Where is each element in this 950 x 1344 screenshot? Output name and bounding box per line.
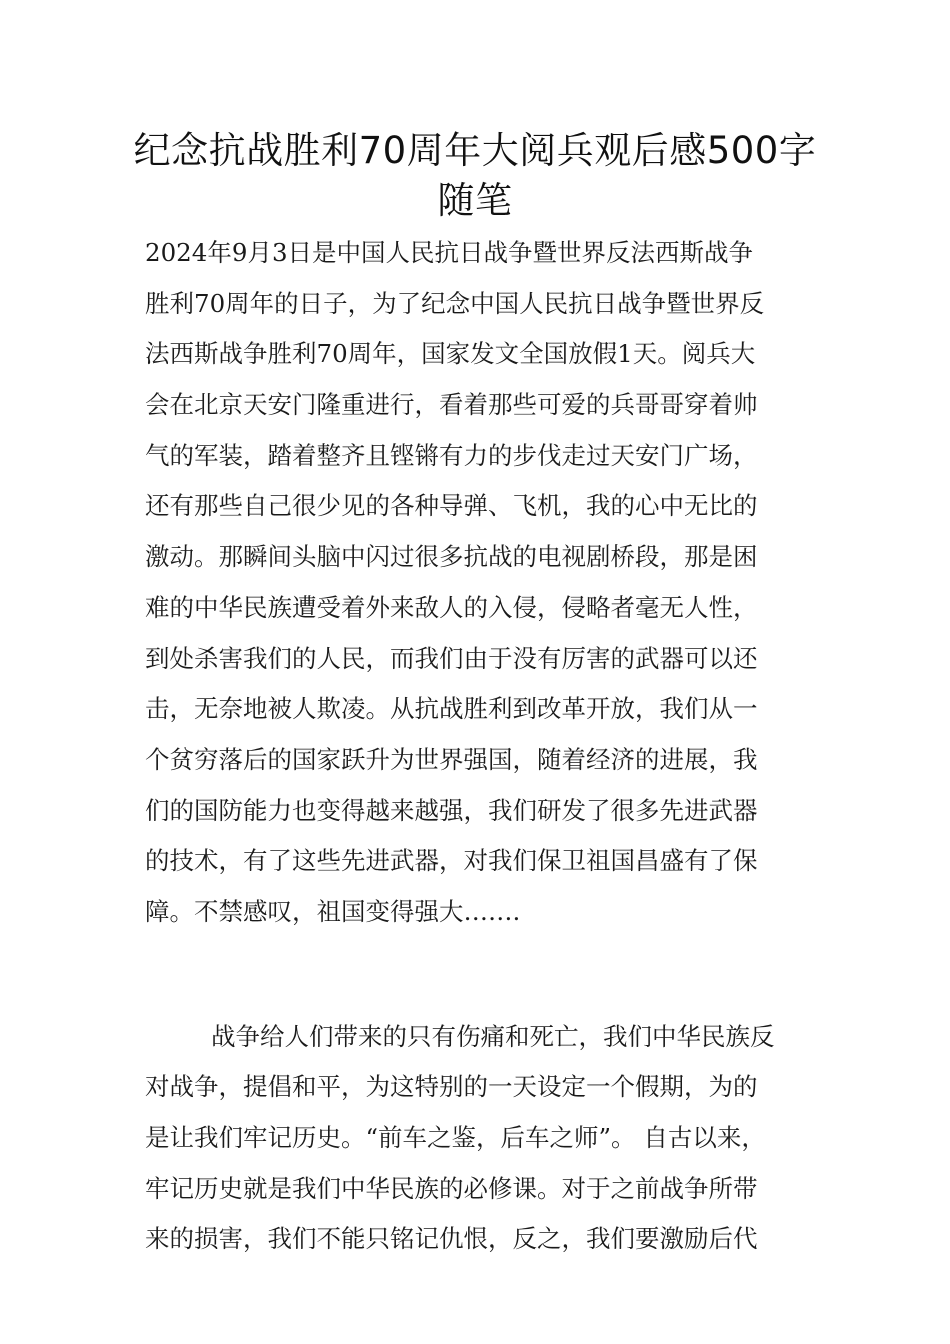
text-line: 个贫穷落后的国家跃升为世界强国，随着经济的进展，我 [145, 744, 758, 774]
text-line: 难的中华民族遭受着外来敌人的入侵，侵略者毫无人性， [145, 592, 758, 622]
text-line: 战争给人们带来的只有伤痛和死亡，我们中华民族反 [211, 1021, 775, 1051]
document-title: 纪念抗战胜利70周年大阅兵观后感500字随笔 [133, 129, 817, 222]
text-line: 对战争，提倡和平，为这特别的一天设定一个假期，为的 [145, 1072, 758, 1102]
text-line: 会在北京天安门隆重进行，看着那些可爱的兵哥哥穿着帅 [145, 390, 758, 420]
paragraph-2 [145, 1022, 805, 1275]
text-line: 们的国防能力也变得越来越强，我们研发了很多先进武器 [145, 795, 758, 825]
text-line: 激动。那瞬间头脑中闪过很多抗战的电视剧桥段，那是困 [145, 542, 758, 572]
text-line: 法西斯战争胜利70周年，国家发文全国放假1天。阅兵大 [145, 339, 756, 369]
text-line: 2024年9月3日是中国人民抗日战争暨世界反法西斯战争 [145, 238, 754, 267]
paragraph-gap [145, 948, 805, 1022]
text-line: 到处杀害我们的人民，而我们由于没有厉害的武器可以还 [145, 643, 758, 673]
text-line: 胜利70周年的日子，为了纪念中国人民抗日战争暨世界反 [145, 288, 765, 318]
text-line: 气的军装，踏着整齐且铿锵有力的步伐走过天安门广场， [145, 440, 758, 470]
text-line: 来的损害，我们不能只铭记仇恨，反之，我们要激励后代 [145, 1224, 758, 1254]
document-body [145, 238, 805, 1275]
text-line: 牢记历史就是我们中华民族的必修课。对于之前战争所带 [145, 1173, 758, 1203]
text-line: 击，无奈地被人欺凌。从抗战胜利到改革开放，我们从一 [145, 694, 758, 724]
paragraph-1 [145, 238, 805, 948]
text-line: 的技术，有了这些先进武器，对我们保卫祖国昌盛有了保 [145, 846, 758, 876]
text-line: 还有那些自己很少见的各种导弹、飞机，我的心中无比的 [145, 491, 758, 521]
text-line: 障。不禁感叹，祖国变得强大……. [145, 896, 521, 926]
text-line: 是让我们牢记历史。“前车之鉴，后车之师”。 自古以来， [145, 1123, 766, 1152]
